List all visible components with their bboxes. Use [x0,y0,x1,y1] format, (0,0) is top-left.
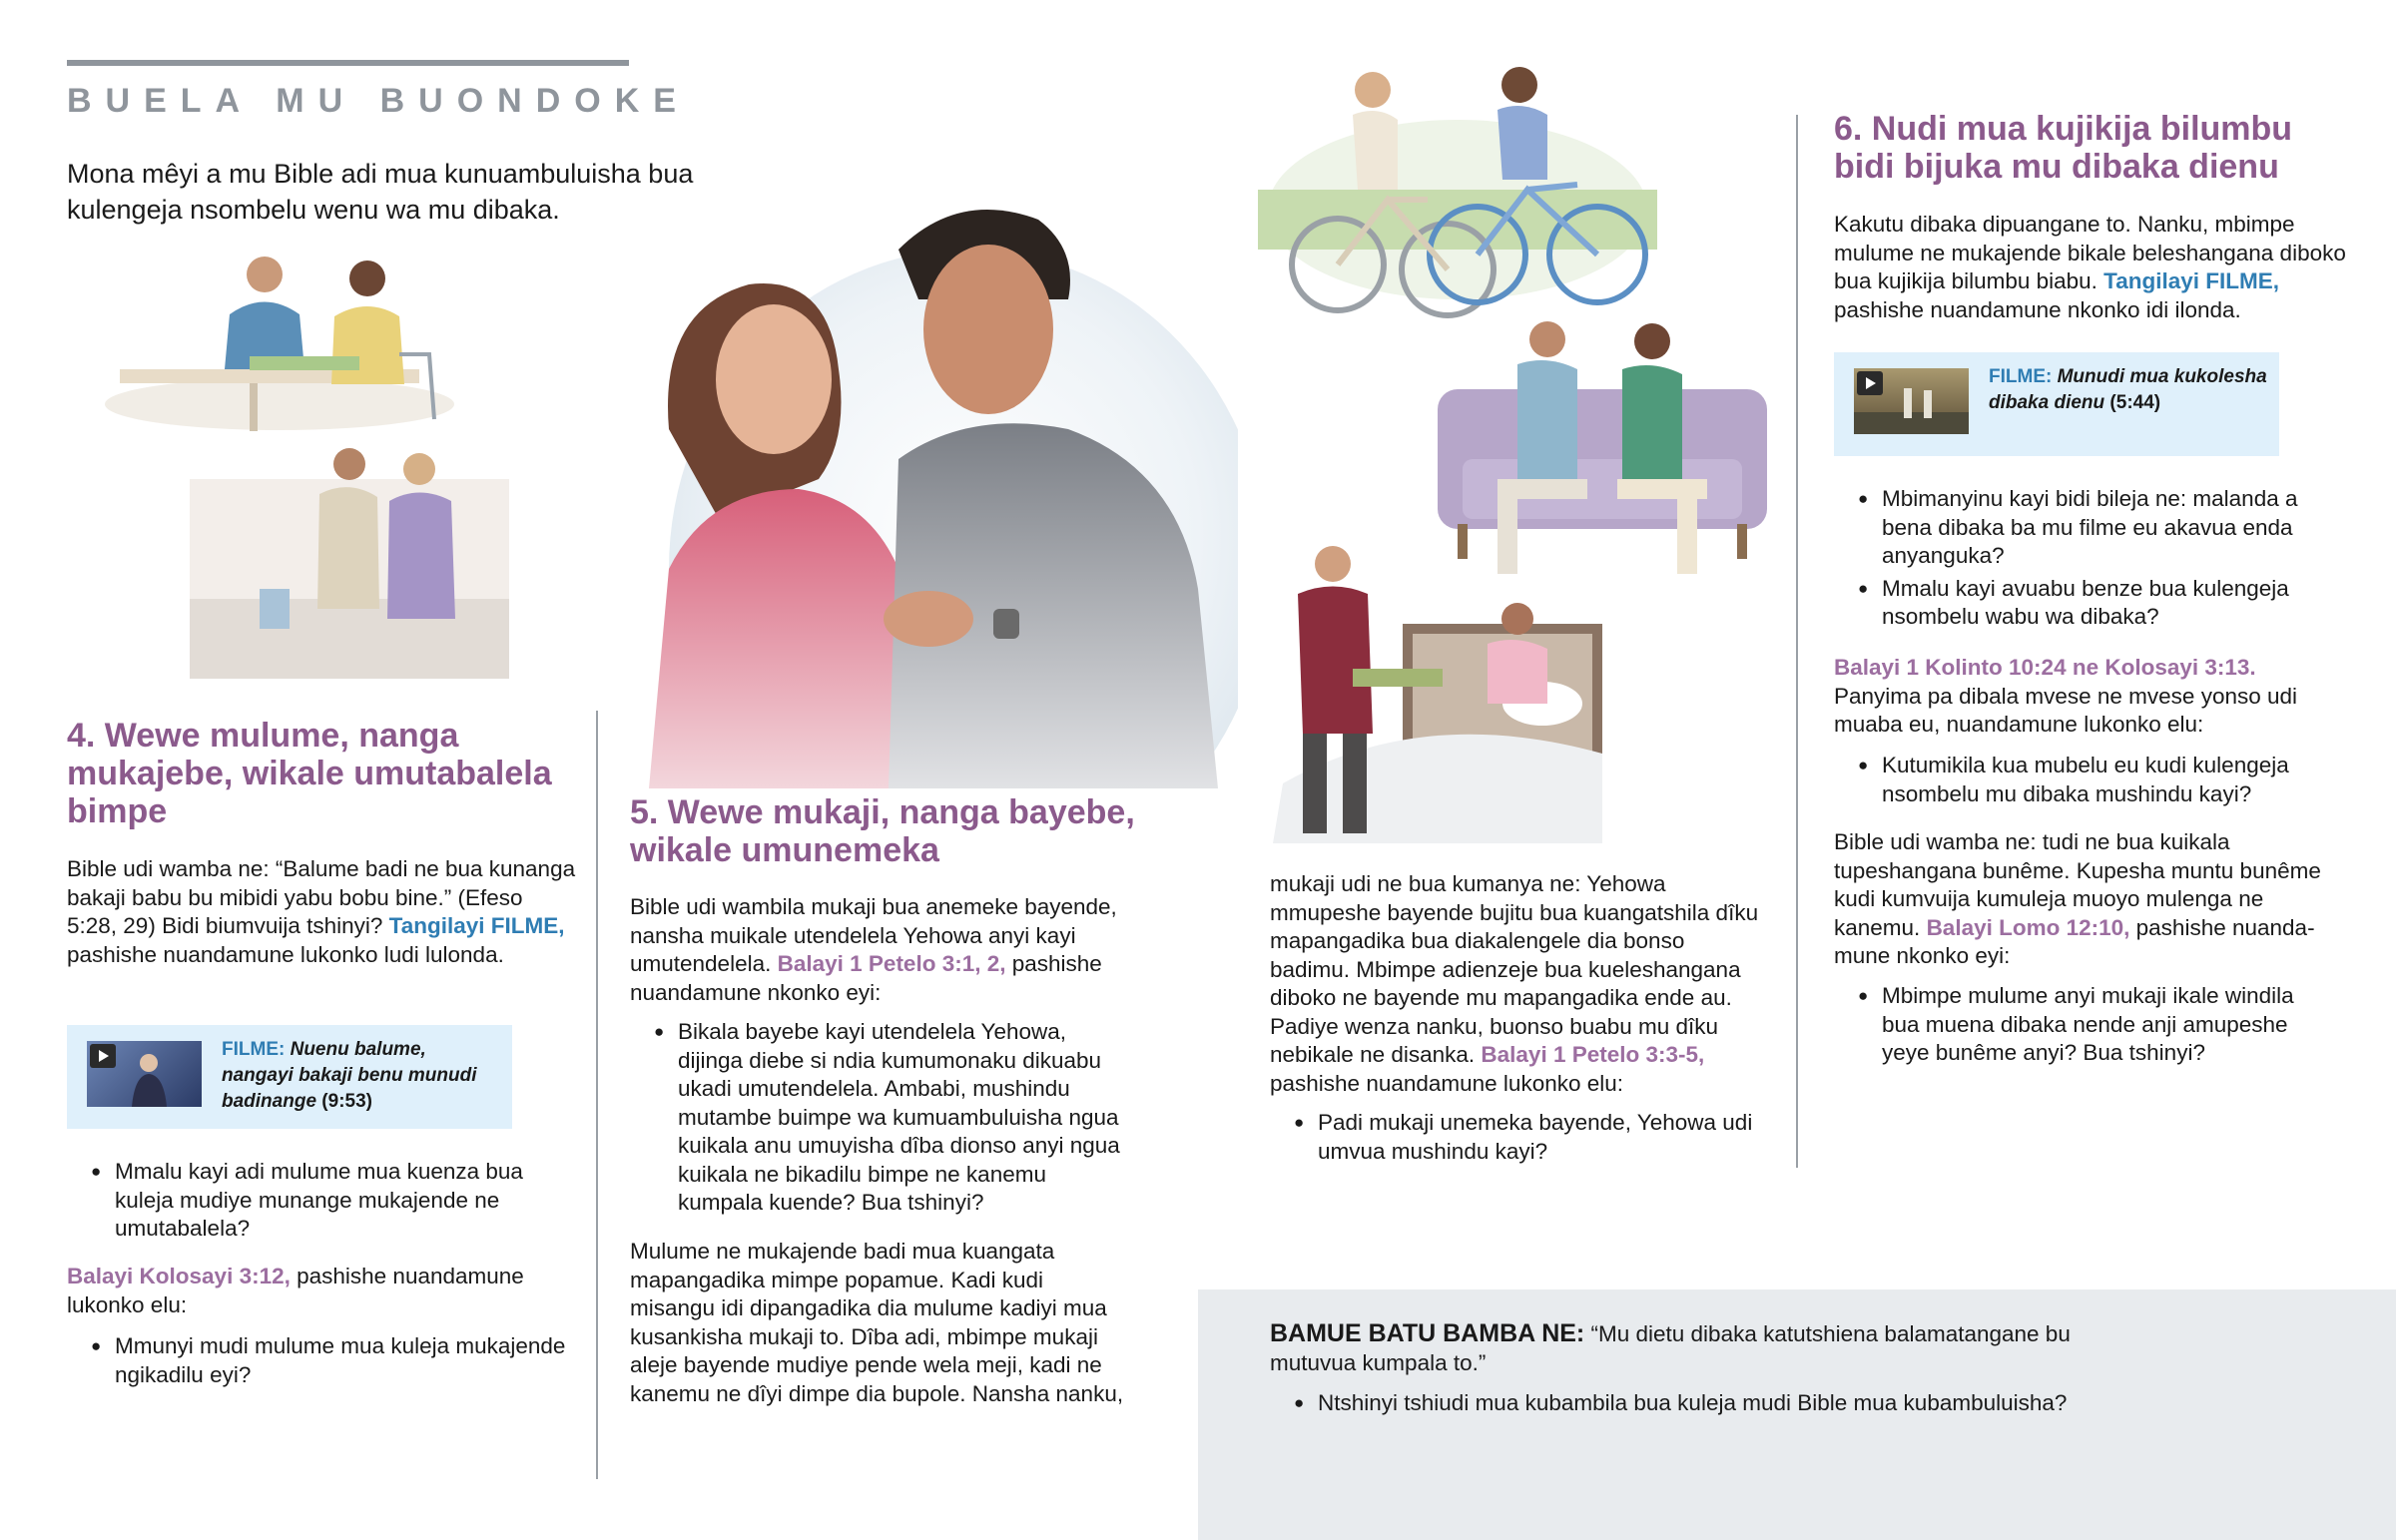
point6-text-c: Panyima pa dibala mvese ne mvese yonso udi muaba eu, nuandamune lukonko elu: [1834,683,2298,737]
point4-text-b: pashishe nuandamune lukonko ludi lulonda. [67,941,504,967]
point4-scripture-ref[interactable]: Balayi Kolosayi 3:12, [67,1264,291,1288]
point6-video-duration: (5:44) [2109,392,2161,413]
point6-scripture-ref-2[interactable]: Balayi Lomo 12:10, [1926,914,2130,940]
some-people-say-box [1198,1289,2396,1540]
point5-paragraph-3 [1270,870,1769,1098]
some-people-say-label: BAMUE BATU BAMBA NE: [1270,1319,1585,1347]
point4-question-1: ● Mmalu kayi adi mulume mua kuenza bua kuleja mudiye munange mukajende ne umutabalela? [67,1158,566,1244]
point5-text-para3: mukaji udi ne bua kumanya ne: Yehowa mmupeshe bayende bujitu bua kuangatshila dîku mapangadika bua diakalengele dia bonso badimu. Mbimpe adienzeje bua kueleshangana diboko ne bayende mu mapangadika ende au. Padiye wenza nanku, buonso buabu mu dîku nebikale ne disanka. [1270,871,1759,1067]
point5-question-list-2 [1270,1109,1769,1166]
point5-text-c: pashishe nuandamune lukonko elu: [1270,1070,1624,1096]
point5-scripture-ref[interactable]: Balayi 1 Petelo 3:1, 2, [777,951,1006,976]
point6-question-2: ● Mmalu kayi avuabu benze bua kulengeja nsombelu wabu wa dibaka? [1834,575,2333,632]
section-intro: Mona mêyi a mu Bible adi mua kunuambuluisha bua kulengeja nsombelu wenu wa mu dibaka. [67,159,694,225]
play-icon[interactable] [1857,371,1883,395]
point4-video-duration: (9:53) [321,1091,372,1112]
some-people-say-text: “Mu dietu dibaka katutshiena balamatangane bu mutuvua kumpala to.” [1270,1321,2071,1375]
point4-question-list-1 [67,1158,566,1244]
couple-holding-hands-illustration [599,190,1238,788]
point4-heading: 4. Wewe mulume, nanga mukajebe, wikale umutabalela bimpe [67,717,552,830]
section-title: BUELA MU BUONDOKE [67,82,690,120]
point4-scripture-paragraph [67,1263,578,1319]
point4-question-list-2 [67,1332,566,1389]
column-divider-left [596,711,598,1479]
couple-cycling-illustration [1258,60,1657,329]
point6-text-a: Kakutu dibaka dipuangane to. Nanku, mbimpe mulume ne mukajende bikale beleshangana diboko bua kujikija bilumbu biabu. [1834,212,2346,293]
some-people-say-question-list [1270,1389,2268,1418]
point4-video-caption[interactable] [222,1037,501,1115]
point5-heading: 5. Wewe mukaji, nanga bayebe, wikale umunemeka [630,793,1135,869]
point6-question-3: ● Kutumikila kua mubelu eu kudi kulengeja nsombelu mu dibaka mushindu kayi? [1834,752,2333,808]
point5-paragraph [630,893,1129,1007]
point6-scripture-ref[interactable]: Balayi 1 Kolinto 10:24 ne Kolosayi 3:13. [1834,655,2256,680]
column-divider-right [1796,115,1798,1168]
point4-paragraph [67,855,578,969]
point6-video-thumbnail[interactable] [1854,368,1969,434]
point6-scripture-paragraph [1834,654,2353,740]
point6-text-d: Bible udi wamba ne: tudi ne bua kuikala tupeshangana bunême. Kupesha muntu bunême kudi kumvuija kumuleja muoyo mulenga ne kanemu. [1834,829,2321,940]
some-people-say-question: ● Ntshinyi tshiudi mua kubambila bua kuleja mudi Bible mua kubambuluisha? [1270,1389,2268,1418]
couple-kitchen-illustration [190,439,509,679]
point6-paragraph [1834,211,2353,324]
point4-question-2: ● Mmunyi mudi mulume mua kuleja mukajende ngikadilu eyi? [67,1332,566,1389]
point5-question-list-1 [630,1018,1129,1218]
point6-text-b: pashishe nuandamune nkonko idi ilonda. [1834,296,2241,322]
section-rule [67,60,629,66]
point6-question-list-1 [1834,485,2333,632]
point4-video-card[interactable] [67,1025,512,1129]
point6-question-4: ● Mbimpe mulume anyi mukaji ikale windila bua muena dibaka nende anji amupeshe yeye bunême anyi? Bua tshinyi? [1834,982,2333,1068]
point5-text-b: pashishe nuandamune nkonko eyi: [630,951,1102,1005]
point5-paragraph-2: Mulume ne mukajende badi mua kuangata mapangadika mimpe popamue. Kadi kudi misangu idi dipangadika dia mulume kadiyi mua kusankisha mukaji to. Dîba adi, mbimpe mukaji aleje bayende mudiye pende wela meji, kadi ne kanemu ne dîyi dimpe dia bupole. Nansha nanku, [630,1239,1124,1406]
point6-video-label: FILME: [1989,366,2053,387]
point5-question-2: ● Padi mukaji unemeka bayende, Yehowa udi umvua mushindu kayi? [1270,1109,1769,1166]
point4-video-title: Nuenu balume, nangayi bakaji benu munudi badinange [222,1039,477,1112]
point6-text-e: pashishe nuandamune nkonko eyi: [1834,914,2315,968]
point4-video-link[interactable]: Tangilayi FILME, [388,913,565,938]
couple-studying-illustration [100,245,459,434]
point6-heading: 6. Nudi mua kujikija bilumbu bidi bijuka mu dibaka dienu [1834,110,2293,186]
point5-question-1: ● Bikala bayebe kayi utendelela Yehowa, dijinga diebe si ndia kumumonaku dikuabu ukadi umutendelela. Ambabi, mushindu mutambe buimpe wa kumuambuluisha ngua kuikala anu umuyisha dîba dionso anyi ngua kuikala ne bikadilu bimpe ne kanemu kumpala kuende? Bua tshinyi? [630,1018,1129,1218]
point5-scripture-ref-2[interactable]: Balayi 1 Petelo 3:3-5, [1481,1042,1705,1067]
husband-caring-for-wife-illustration [1273,534,1612,843]
point6-question-list-2 [1834,752,2333,808]
point6-video-title: Munudi mua kukolesha dibaka dienu [1989,366,2267,413]
point6-question-1: ● Mbimanyinu kayi bidi bileja ne: malanda a bena dibaka ba mu filme eu akavua enda anyanguka? [1834,485,2333,571]
some-people-say-quote [1270,1319,2089,1377]
point6-paragraph-2 [1834,828,2353,971]
point4-video-thumbnail[interactable] [87,1041,202,1107]
point6-video-caption[interactable] [1989,364,2268,416]
point4-video-label: FILME: [222,1039,286,1060]
point6-video-card[interactable] [1834,352,2279,456]
point4-text-a: Bible udi wamba ne: “Balume badi ne bua kunanga bakaji babu bu mibidi yabu bobu bine.” (Efeso 5:28, 29) Bidi biumvuija tshinyi? [67,856,576,938]
point5-text-a: Bible udi wambila mukaji bua anemeke bayende, nansha muikale utendelela Yehowa anyi kayi umutendelela. [630,894,1117,976]
point6-question-list-3 [1834,982,2333,1068]
play-icon[interactable] [90,1044,116,1068]
point6-video-link[interactable]: Tangilayi FILME, [2103,268,2280,293]
point4-text-c: pashishe nuandamune lukonko elu: [67,1264,524,1317]
